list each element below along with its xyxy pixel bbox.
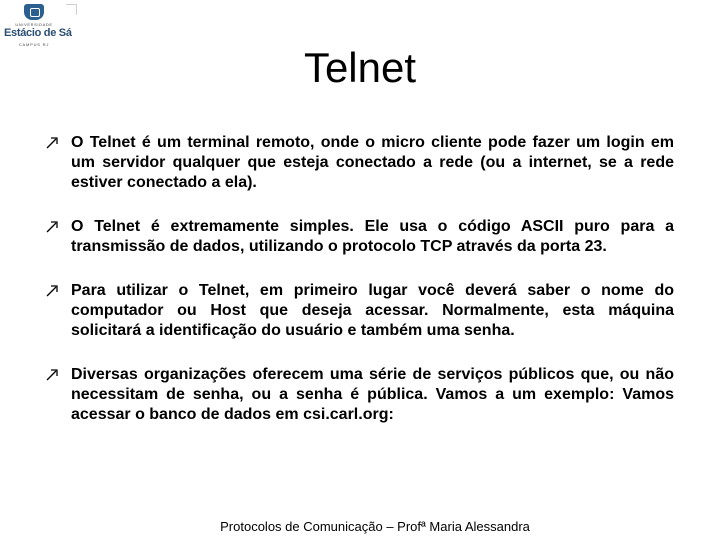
arrow-bullet-icon (46, 135, 60, 149)
bullet-item (46, 133, 674, 193)
bullet-text: Diversas organizações oferecem uma série de serviços públicos que, ou não necessitam de senha, ou a senha é pública. Vamos a um exemplo: Vamos acessar o banco de dados em csi.carl.org: (71, 366, 674, 423)
arrow-bullet-icon (46, 219, 60, 233)
slide-footer: Protocolos de Comunicação – Profª Maria Alessandra (220, 519, 530, 534)
logo-corner-decoration (66, 4, 77, 15)
bullet-item (46, 365, 674, 425)
bullet-item (46, 217, 674, 257)
logo-sub-text: CAMPUS RJ (18, 42, 50, 47)
university-emblem-icon (24, 4, 44, 20)
bullet-text: O Telnet é um terminal remoto, onde o micro cliente pode fazer um login em um servidor qualquer que esteja conectado a rede (ou a internet, se a rede estiver conectado a ela). (71, 134, 674, 191)
logo-top-text: UNIVERSIDADE (15, 22, 53, 27)
bullet-list (46, 133, 674, 449)
slide-title: Telnet (303, 44, 417, 91)
bullet-text: Para utilizar o Telnet, em primeiro lugar você deverá saber o nome do computador ou Host que deseja acessar. Normalmente, esta máquina solicitará a identificação do usuário e também uma senha. (71, 282, 674, 339)
bullet-item (46, 281, 674, 341)
arrow-bullet-icon (46, 367, 60, 381)
bullet-text: O Telnet é extremamente simples. Ele usa o código ASCII puro para a transmissão de dados, utilizando o protocolo TCP através da porta 23. (71, 218, 674, 255)
logo-name: Estácio de Sá (4, 27, 72, 39)
arrow-bullet-icon (46, 283, 60, 297)
